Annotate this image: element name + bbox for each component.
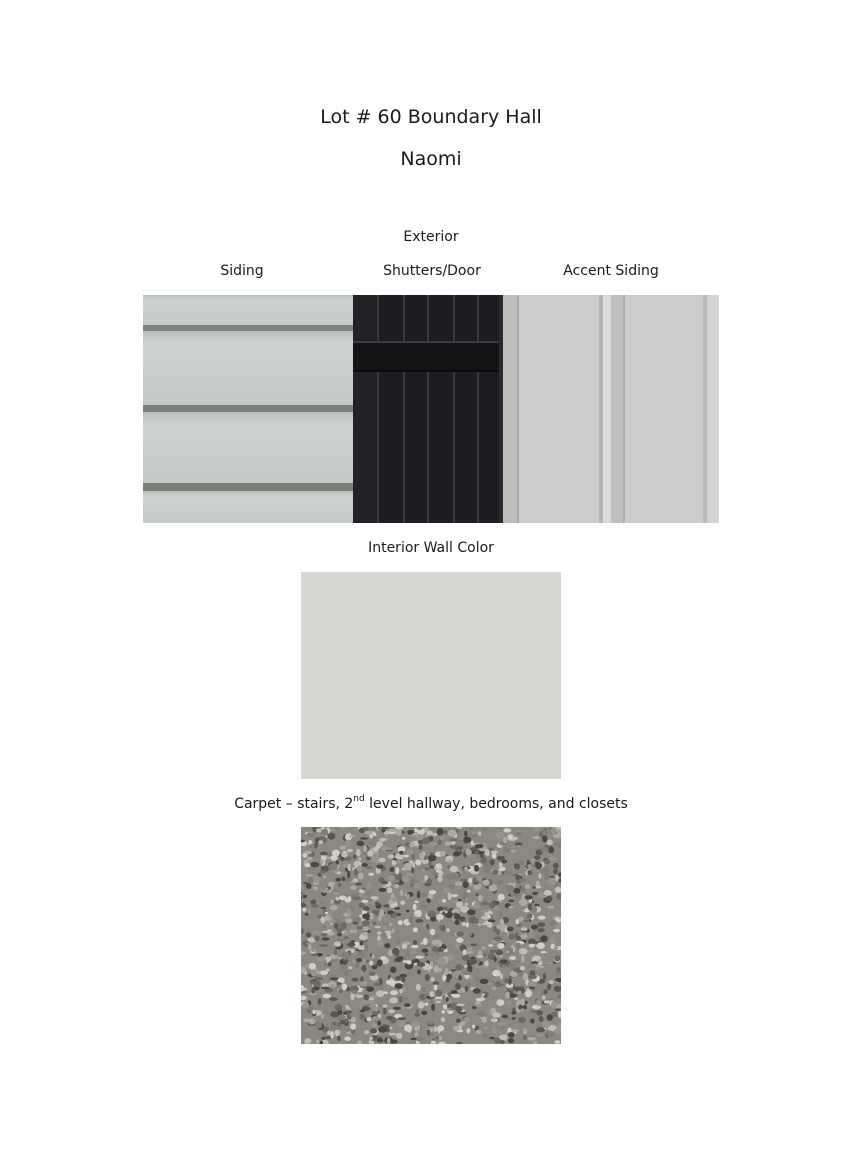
interior-wall-heading: Interior Wall Color [368, 540, 494, 556]
carpet-heading [0, 796, 862, 812]
accent-siding-swatch [503, 295, 719, 523]
carpet-heading-sup: nd [353, 794, 365, 805]
carpet-heading-part2: level hallway, bedrooms, and closets [364, 796, 628, 812]
document-subtitle: Naomi [400, 148, 462, 170]
carpet-heading-part1: Carpet – stairs, 2 [234, 796, 354, 812]
shutters-door-swatch [353, 295, 503, 523]
accent-siding-label: Accent Siding [563, 263, 659, 279]
siding-label: Siding [220, 263, 264, 279]
carpet-swatch [301, 827, 561, 1044]
siding-swatch [143, 295, 353, 523]
shutters-door-label: Shutters/Door [383, 263, 481, 279]
interior-wall-color-swatch [301, 572, 561, 779]
exterior-heading: Exterior [403, 229, 459, 245]
document-title: Lot # 60 Boundary Hall [320, 106, 542, 128]
